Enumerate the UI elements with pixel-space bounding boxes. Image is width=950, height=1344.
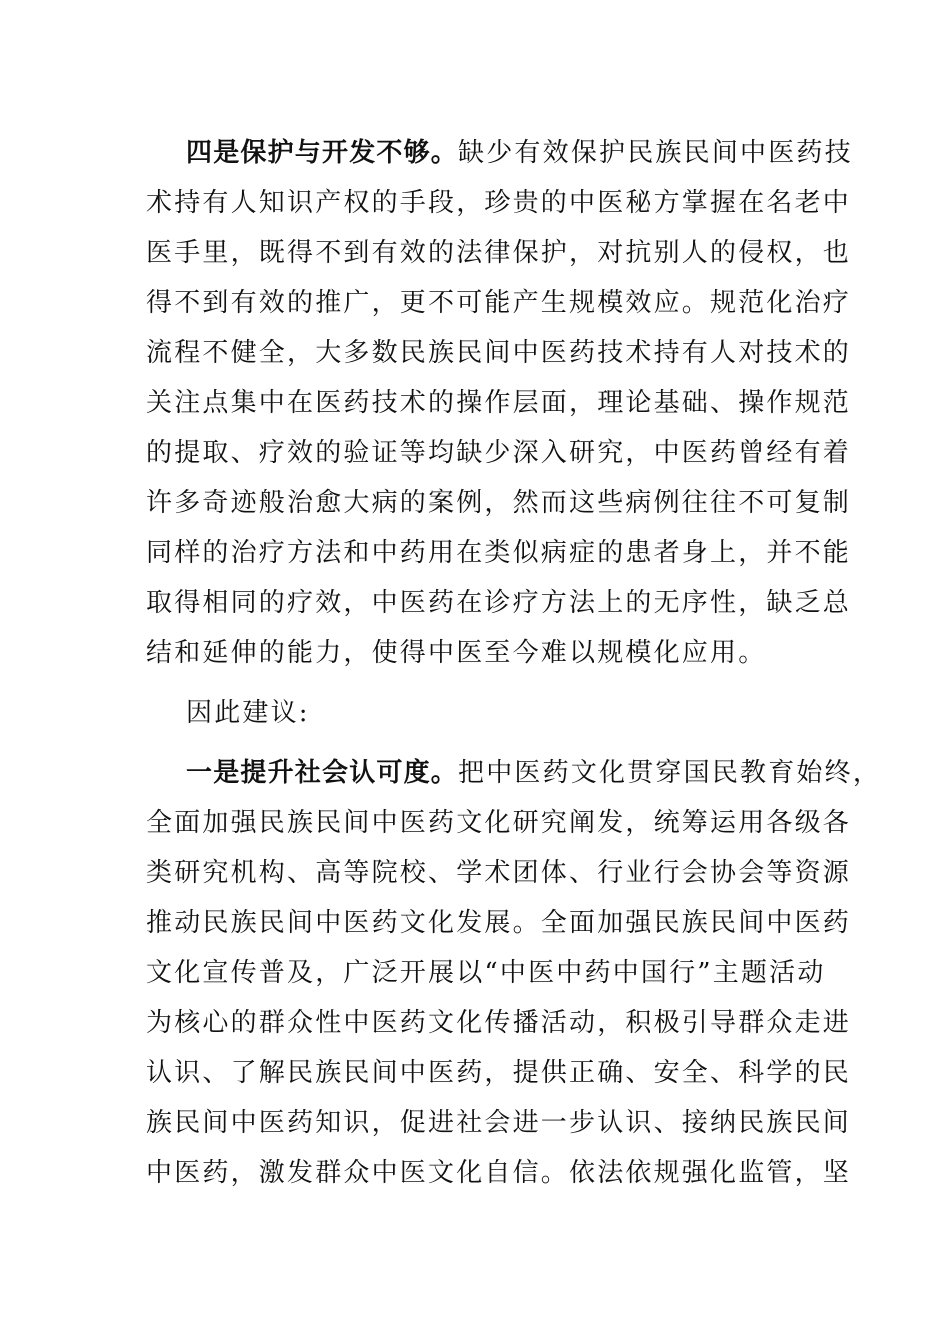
paragraph-line: 医手里，既得不到有效的法律保护，对抗别人的侵权，也 xyxy=(146,238,852,268)
paragraph-line: 关注点集中在医药技术的操作层面，理论基础、操作规范 xyxy=(146,388,852,418)
paragraph-line: 许多奇迹般治愈大病的案例，然而这些病例往往不可复制 xyxy=(146,488,852,518)
paragraph-line: 同样的治疗方法和中药用在类似病症的患者身上，并不能 xyxy=(146,538,852,568)
paragraph-text: 缺少有效保护民族民间中医药技 xyxy=(458,138,853,168)
paragraph-line: 全面加强民族民间中医药文化研究阐发，统筹运用各级各 xyxy=(146,808,852,838)
paragraph-line: 推动民族民间中医药文化发展。全面加强民族民间中医药 xyxy=(146,908,852,938)
paragraph-line: 族民间中医药知识，促进社会进一步认识、接纳民族民间 xyxy=(146,1108,852,1138)
paragraph-line xyxy=(186,133,853,173)
paragraph-line: 中医药，激发群众中医文化自信。依法依规强化监管，坚 xyxy=(146,1158,852,1188)
paragraph-line: 得不到有效的推广，更不可能产生规模效应。规范化治疗 xyxy=(146,288,852,318)
paragraph-line: 取得相同的疗效，中医药在诊疗方法上的无序性，缺乏总 xyxy=(146,588,852,618)
paragraph-heading: 四是保护与开发不够。 xyxy=(186,138,459,168)
paragraph-line xyxy=(186,753,882,793)
paragraph-line: 文化宣传普及，广泛开展以“中医中药中国行”主题活动 xyxy=(146,958,826,988)
paragraph-line: 认识、了解民族民间中医药，提供正确、安全、科学的民 xyxy=(146,1058,852,1088)
paragraph-line: 术持有人知识产权的手段，珍贵的中医秘方掌握在名老中 xyxy=(146,188,852,218)
paragraph-text: 把中医药文化贯穿国民教育始终， xyxy=(458,758,882,788)
paragraph-heading: 一是提升社会认可度。 xyxy=(186,758,459,788)
paragraph-line: 流程不健全，大多数民族民间中医药技术持有人对技术的 xyxy=(146,338,852,368)
paragraph-line: 类研究机构、高等院校、学术团体、行业行会协会等资源 xyxy=(146,858,852,888)
paragraph-line: 的提取、疗效的验证等均缺少深入研究，中医药曾经有着 xyxy=(146,438,852,468)
paragraph-line: 为核心的群众性中医药文化传播活动，积极引导群众走进 xyxy=(146,1008,852,1038)
paragraph-line: 因此建议: xyxy=(186,698,310,728)
paragraph-line: 结和延伸的能力，使得中医至今难以规模化应用。 xyxy=(146,638,767,668)
